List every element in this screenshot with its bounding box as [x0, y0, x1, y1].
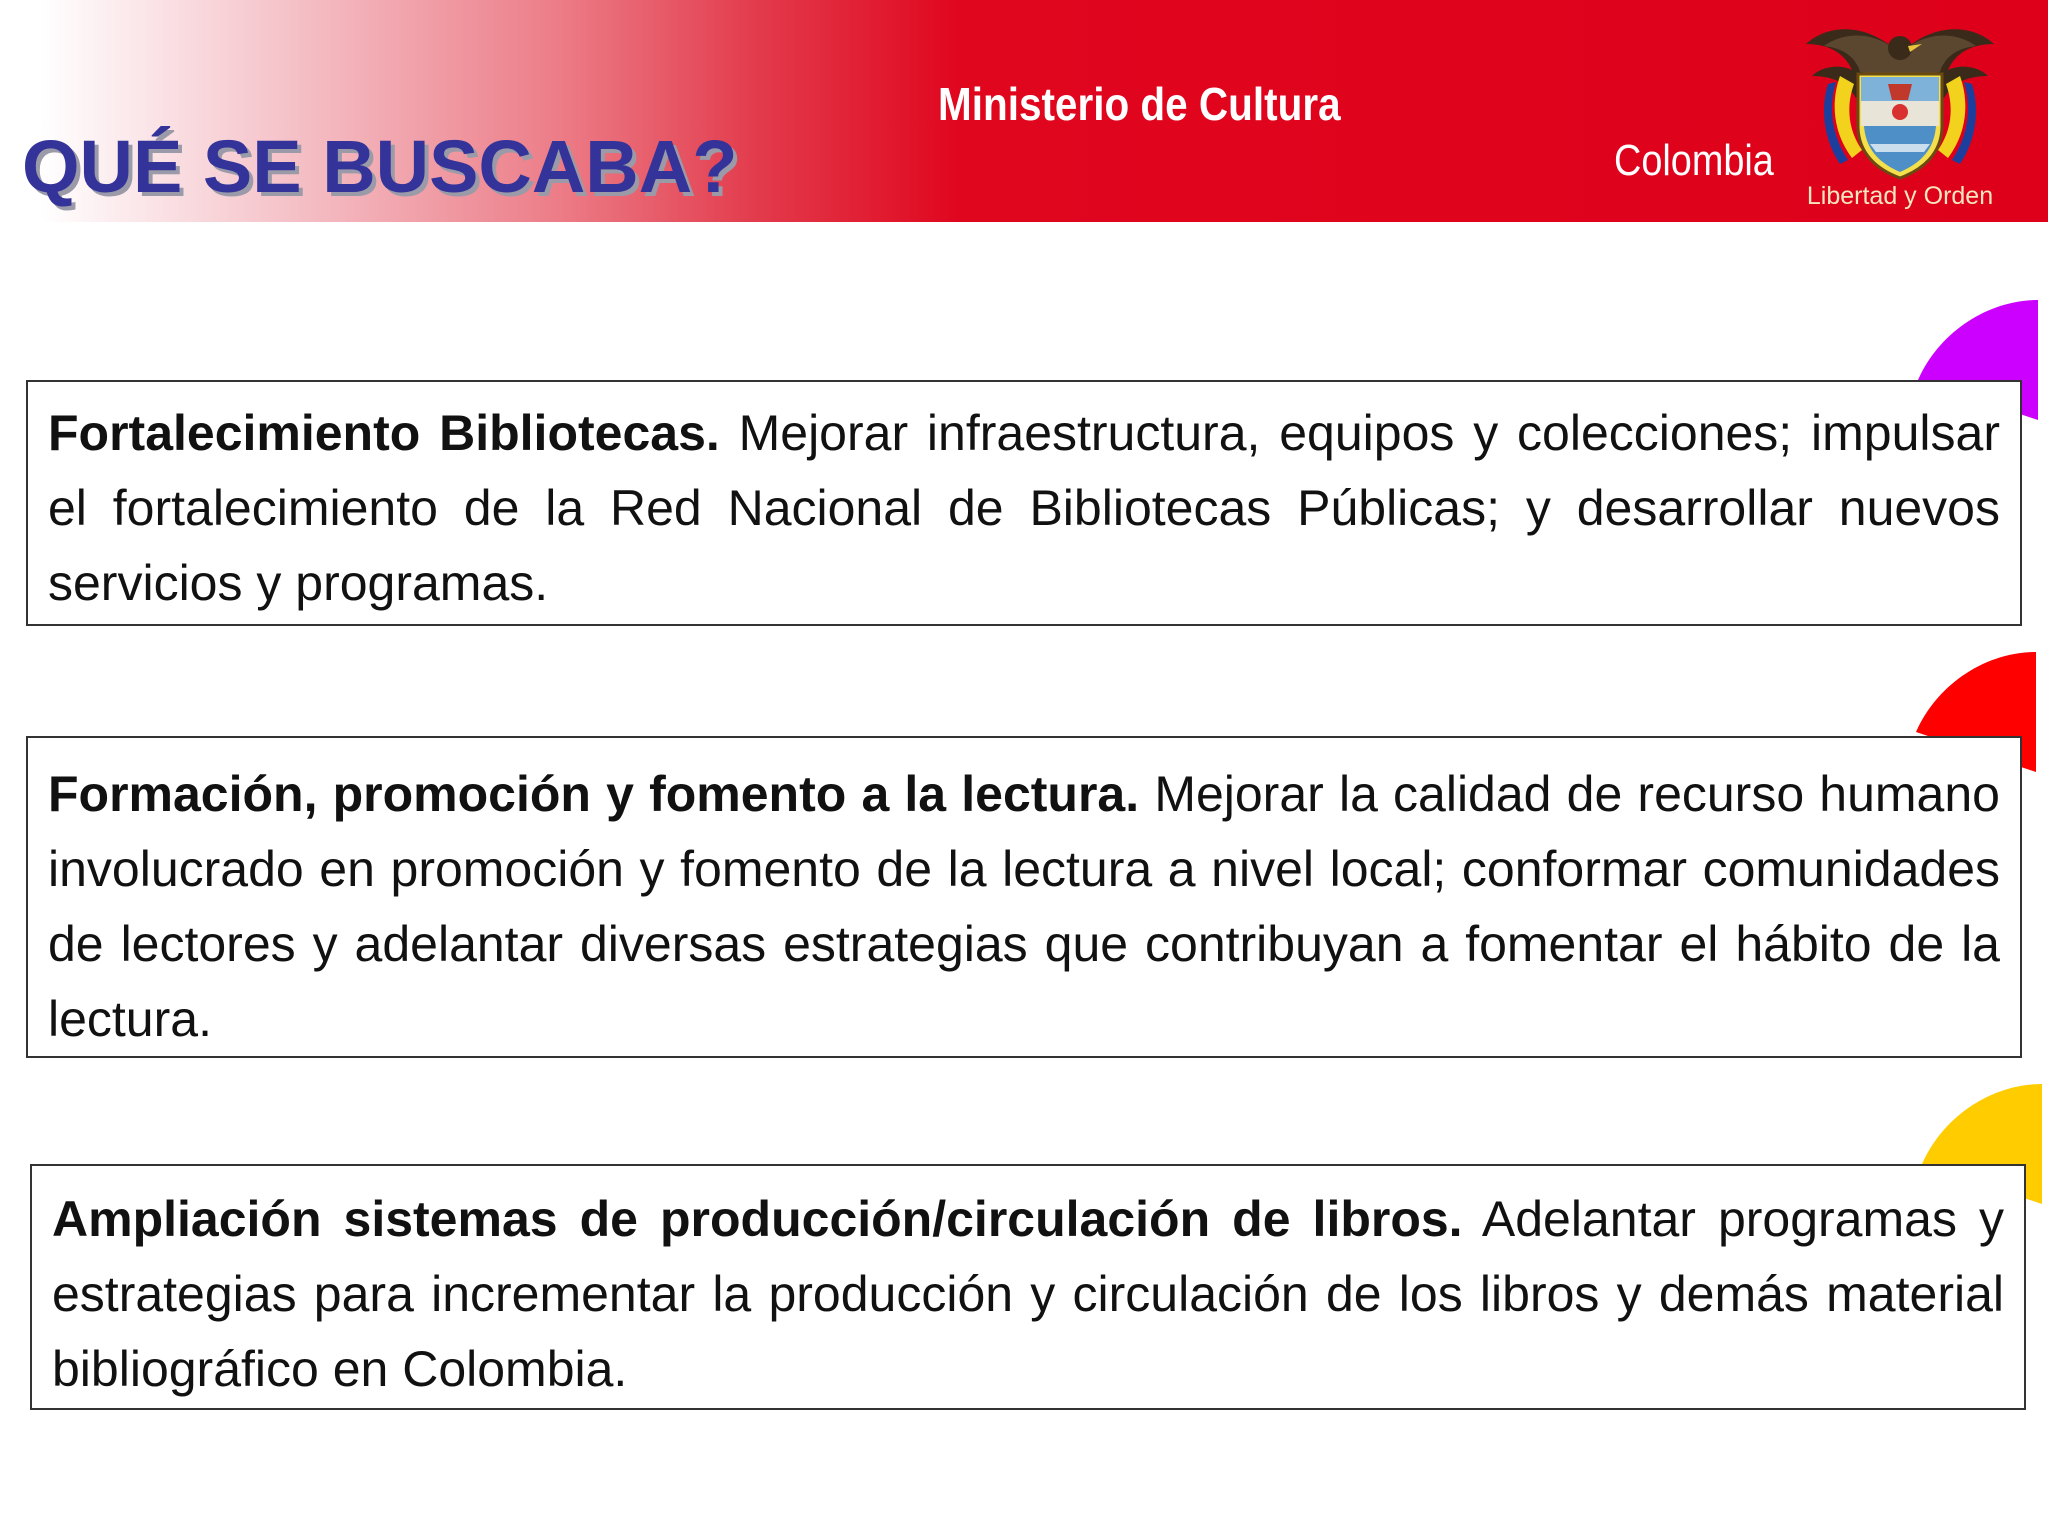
objective-heading: Formación, promoción y fomento a la lectura.: [48, 766, 1140, 822]
motto-text: Libertad y Orden: [1806, 182, 1994, 210]
ministry-name: Ministerio de Cultura: [938, 78, 1341, 130]
objective-box-bibliotecas: [26, 380, 2022, 626]
objective-description: Adelantar programas y estrategias para incrementar la producción y circulación de los libros y demás material bibliográfico en Colombia.: [52, 1191, 2004, 1397]
objective-heading: Fortalecimiento Bibliotecas.: [48, 405, 720, 461]
objective-paragraph: [48, 757, 2000, 1057]
objective-paragraph: [48, 396, 2000, 621]
country-name: Colombia: [1614, 136, 1774, 185]
objective-description: Mejorar infraestructura, equipos y colecciones; impulsar el fortalecimiento de la Red Nacional de Bibliotecas Públicas; y desarrollar nuevos servicios y programas.: [48, 405, 2000, 611]
header-banner: [0, 0, 2048, 222]
objective-heading: Ampliación sistemas de producción/circulación de libros.: [52, 1191, 1463, 1247]
slide-title: QUÉ SE BUSCABA?: [22, 125, 738, 208]
objective-description: Mejorar la calidad de recurso humano involucrado en promoción y fomento de la lectura a nivel local; conformar comunidades de lectores y adelantar diversas estrategias que contribuyan a fomentar el hábito de la lectura.: [48, 766, 2000, 1047]
coat-of-arms-icon: [1800, 14, 2000, 210]
objective-paragraph: [52, 1182, 2004, 1407]
objective-box-lectura: [26, 736, 2022, 1058]
objective-box-libros: [30, 1164, 2026, 1410]
